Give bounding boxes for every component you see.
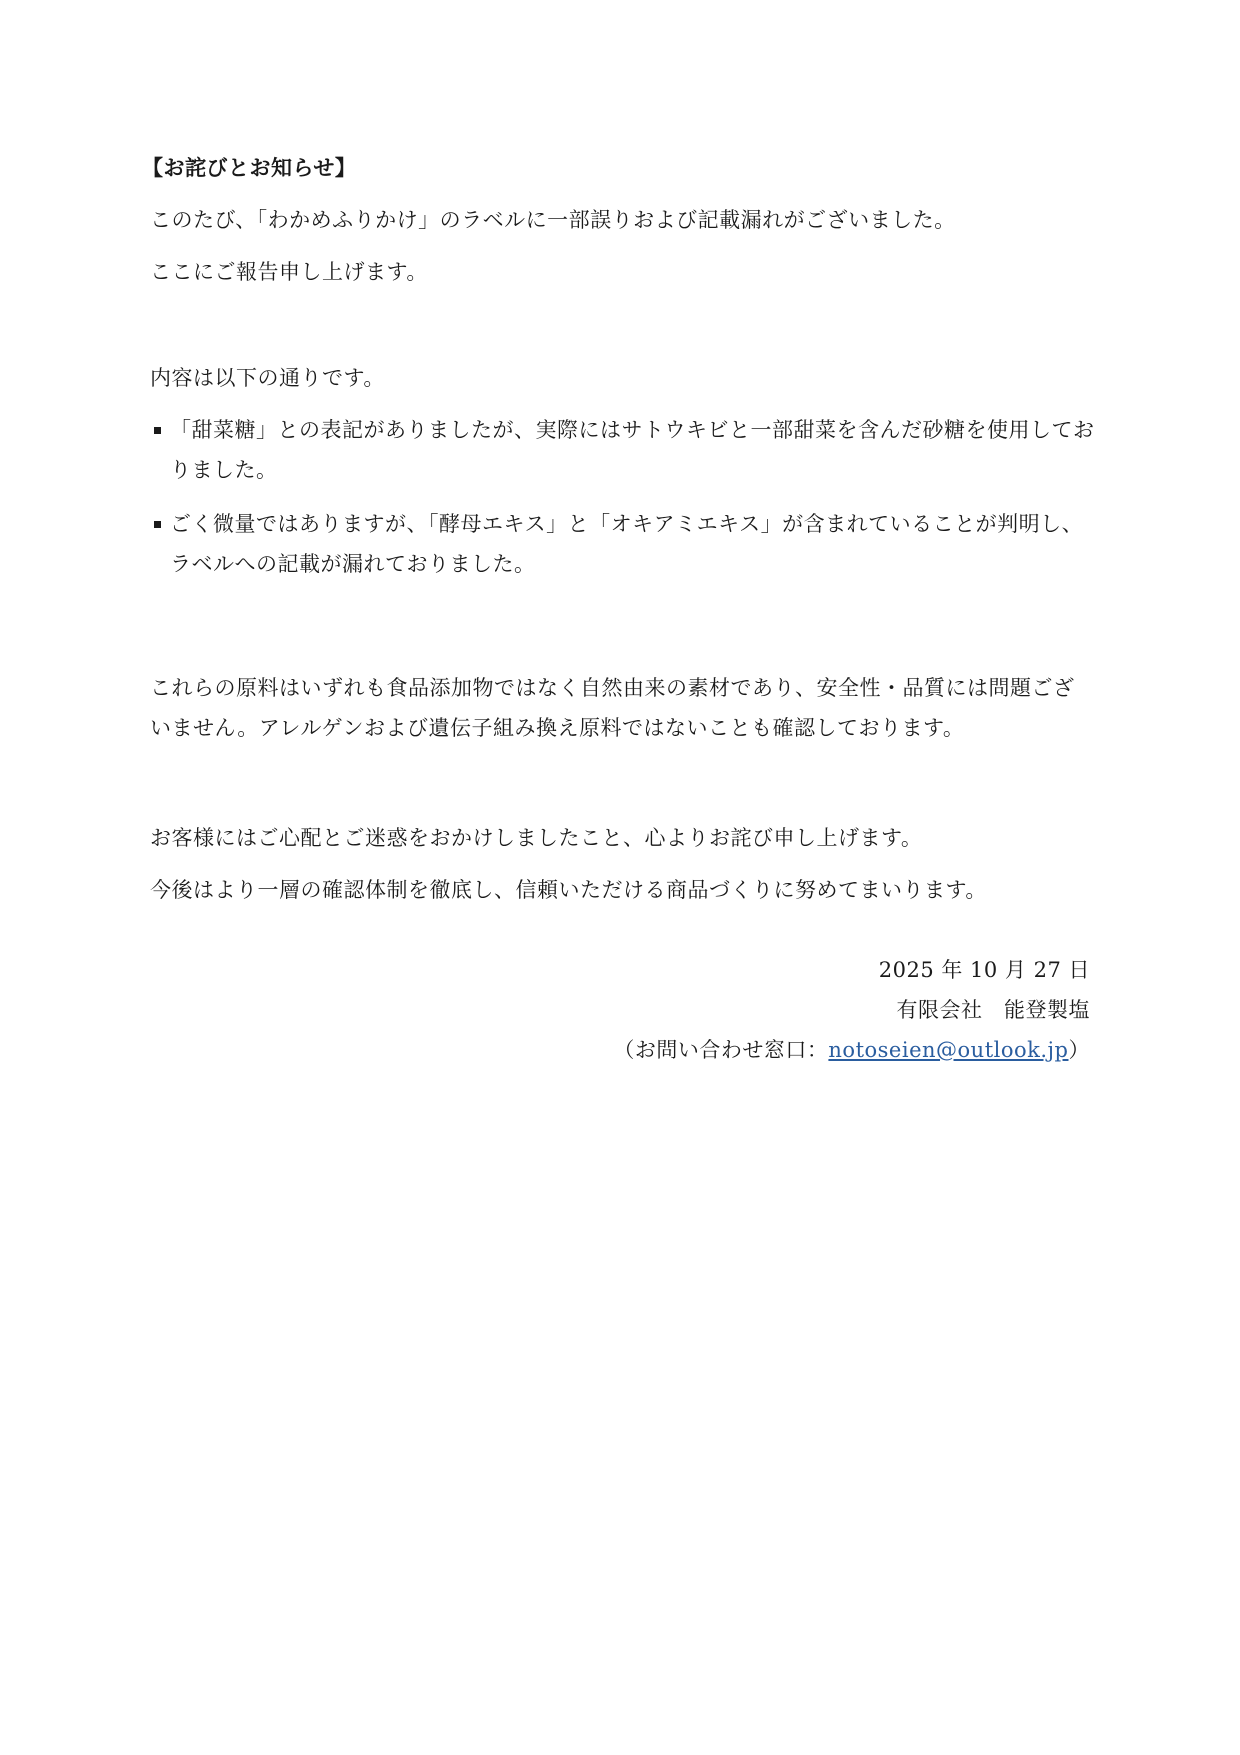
intro-paragraph	[150, 200, 1095, 292]
list-intro: 内容は以下の通りです。	[150, 366, 385, 390]
closing-paragraph	[150, 818, 1095, 910]
intro-line-2: ここにご報告申し上げます。	[150, 260, 428, 284]
correction-list	[150, 410, 1095, 584]
closing-line-1: お客様にはご心配とご迷惑をおかけしましたこと、心よりお詫び申し上げます。	[150, 826, 923, 850]
list-item-text: 「甜菜糖」との表記がありましたが、実際にはサトウキビと一部甜菜を含んだ砂糖を使用しておりました。	[170, 418, 1095, 482]
spacer	[150, 748, 1095, 818]
safety-paragraph: これらの原料はいずれも食品添加物ではなく自然由来の素材であり、安全性・品質には問題ございません。アレルゲンおよび遺伝子組み換え原料ではないことも確認しております。	[150, 676, 1075, 740]
document-body	[142, 148, 1095, 922]
contact-suffix: ）	[1068, 1038, 1090, 1062]
square-bullet-icon	[154, 427, 161, 434]
spacer	[150, 598, 1095, 668]
contact-email-link[interactable]: notoseien@outlook.jp	[828, 1038, 1069, 1062]
list-item	[150, 504, 1095, 584]
signature-block	[613, 950, 1090, 1070]
spacer	[150, 304, 1095, 358]
contact-line	[613, 1030, 1090, 1070]
square-bullet-icon	[154, 521, 161, 528]
list-item-text: ごく微量ではありますが、「酵母エキス」と「オキアミエキス」が含まれていることが判明し、ラベルへの記載が漏れておりました。	[170, 512, 1084, 576]
contact-prefix: （お問い合わせ窓口：	[613, 1038, 829, 1062]
intro-line-1: このたび、「わかめふりかけ」のラベルに一部誤りおよび記載漏れがございました。	[150, 208, 956, 232]
document-title: 【お詫びとお知らせ】	[142, 155, 357, 180]
company-name: 有限会社 能登製塩	[896, 998, 1090, 1022]
list-item	[150, 410, 1095, 490]
closing-line-2: 今後はより一層の確認体制を徹底し、信頼いただける商品づくりに努めてまいります。	[150, 878, 987, 902]
document-date: 2025 年 10 月 27 日	[878, 958, 1090, 982]
